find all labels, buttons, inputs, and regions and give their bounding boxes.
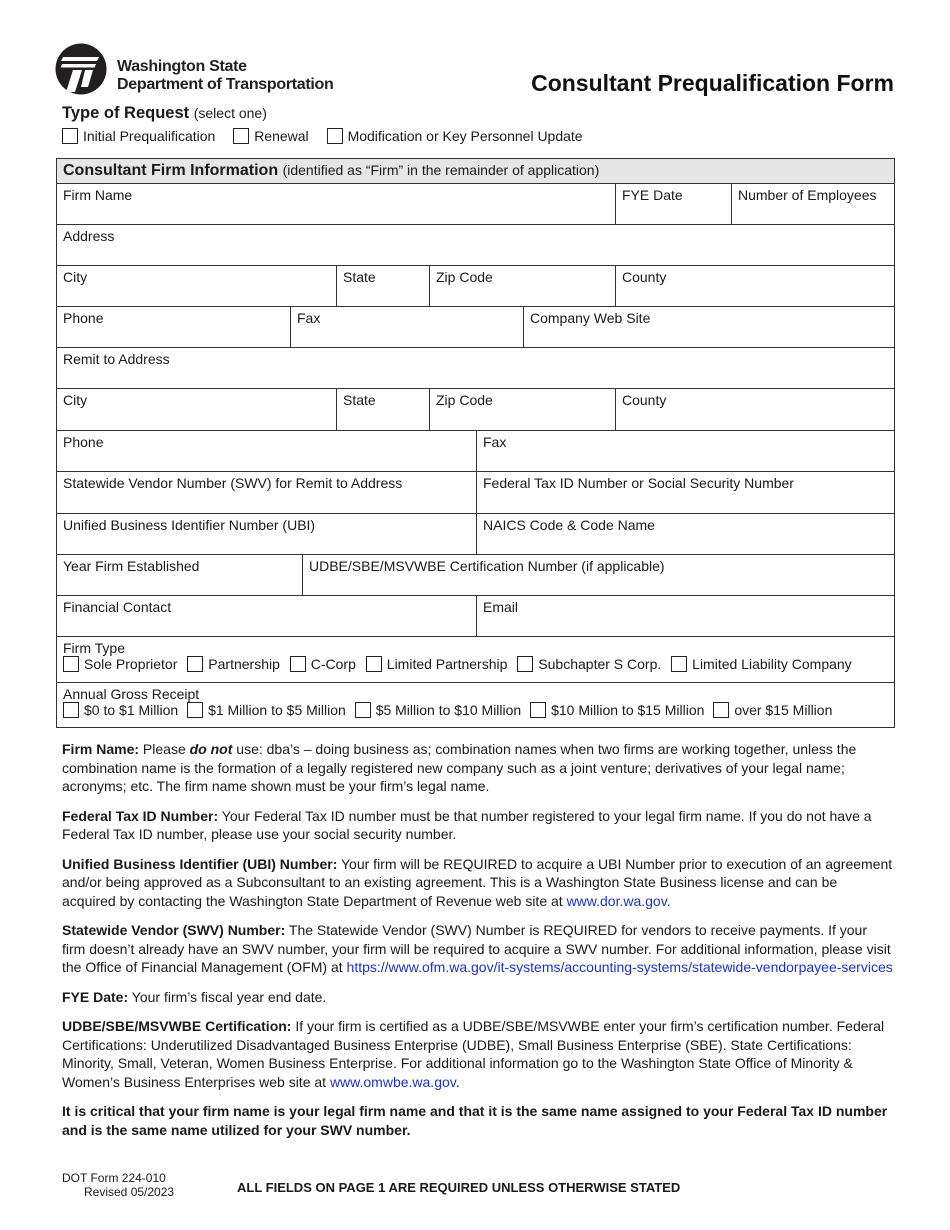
ubi-label: Unified Business Identifier Number (UBI) [63, 517, 316, 533]
website-field[interactable] [523, 307, 894, 347]
fye-date-field[interactable] [615, 184, 731, 224]
website-label: Company Web Site [530, 310, 651, 326]
row-phone [57, 307, 894, 348]
note-fye-label: FYE Date: [62, 988, 129, 1005]
partnership-label: Partnership [208, 656, 280, 672]
note-critical-text: It is critical that your firm name is your legal firm name and that it is the same name assigned to your Federal Tax ID number and is the same name utilized for your SWV number. [62, 1103, 888, 1138]
agency-name-line1: Washington State [117, 58, 247, 75]
row-remit-city [57, 389, 894, 431]
firm-type-label: Firm Type [63, 640, 125, 656]
state-label: State [343, 269, 376, 285]
remit-county-field[interactable] [615, 389, 894, 430]
note-fed-tax-label: Federal Tax ID Number: [62, 807, 219, 824]
c-corp-checkbox[interactable] [290, 656, 306, 672]
partnership-checkbox[interactable] [187, 656, 203, 672]
request-type-hint: (select one) [193, 105, 267, 121]
renewal-checkbox[interactable] [233, 128, 249, 144]
request-type-heading: Type of Request [62, 104, 190, 122]
subchapter-s-corp-label: Subchapter S Corp. [538, 656, 662, 672]
note-udbe-label: UDBE/SBE/MSVWBE Certification: [62, 1018, 292, 1034]
request-type-options [62, 128, 597, 144]
note-fed-tax-text: Your Federal Tax ID number must be that number registered to your legal firm name. If you do not have a Federal Tax ID number, please use your social security number. [62, 807, 872, 842]
note-firm-name-label: Firm Name: [62, 741, 140, 757]
num-employees-label: Number of Employees [738, 187, 877, 203]
city-label: City [63, 269, 88, 285]
note-firm-name [62, 740, 894, 796]
city-field[interactable] [57, 266, 336, 306]
note-udbe: UDBE/SBE/MSVWBE Certification: If your firm is certified as a UDBE/SBE/MSVWBE enter your firm’s certification number. Federal Certifications: Underutilized Disadvantaged Business Enterprise (UDBE), Small Business Enterprise (SBE). State Certifications: Minority, Small, Veteran, Women Business Enterprise. For additional information go to the Washington State Office of Minority & Women’s Business Enterprises web site at www.omwbe.wa.gov. [62, 1018, 885, 1090]
note-critical [62, 1102, 894, 1139]
dor-link[interactable]: www.dor.wa.gov [566, 892, 667, 909]
naics-label: NAICS Code & Code Name [483, 517, 655, 533]
modification-checkbox[interactable] [327, 128, 343, 144]
note-ubi-text: Your firm will be REQUIRED to acquire a UBI Number prior to execution of an agreement and/or being approved as a Subconsultant to an existing agreement. This is a Washington State Business license and can be acquired by contacting the Washington State Department of Revenue web site at [62, 855, 893, 909]
row-city [57, 266, 894, 307]
remit-address-field[interactable] [57, 348, 894, 388]
firm-name-field[interactable] [57, 184, 615, 224]
firm-type-options [63, 656, 888, 672]
year-established-label: Year Firm Established [63, 558, 200, 574]
note-fye-text: Your firm’s fiscal year end date. [131, 988, 327, 1005]
fax-label: Fax [297, 310, 321, 326]
remit-zip-field[interactable] [429, 389, 615, 430]
zip-field[interactable] [429, 266, 615, 306]
llc-checkbox[interactable] [671, 656, 687, 672]
limited-partnership-checkbox[interactable] [366, 656, 382, 672]
gross-receipt-label: Annual Gross Receipt [63, 686, 200, 702]
ofm-link[interactable]: https://www.ofm.wa.gov/it-systems/accounting-systems/statewide-vendorpayee-services [346, 959, 893, 975]
gross-receipt-field [57, 683, 894, 727]
initial-prequalification-label: Initial Prequalification [83, 128, 216, 144]
llc-label: Limited Liability Company [692, 656, 852, 672]
naics-field[interactable] [476, 514, 894, 554]
sole-proprietor-checkbox[interactable] [63, 656, 79, 672]
agency-name-line2: Department of Transportation [117, 76, 334, 93]
remit-city-label: City [63, 392, 88, 408]
firm-info-header [57, 159, 894, 184]
firm-info-note: (identified as “Firm” in the remainder of application) [282, 162, 600, 178]
receipt-over-15m-checkbox[interactable] [713, 702, 729, 718]
row-established [57, 555, 894, 596]
receipt-over-15m-label: over $15 Million [734, 702, 833, 718]
receipt-10-15m-checkbox[interactable] [530, 702, 546, 718]
receipt-0-1m-checkbox[interactable] [63, 702, 79, 718]
remit-city-field[interactable] [57, 389, 336, 430]
phone-label: Phone [63, 310, 104, 326]
swv-remit-field[interactable] [57, 472, 476, 513]
udbe-cert-label: UDBE/SBE/MSVWBE Certification Number (if applicable) [309, 558, 665, 574]
email-label: Email [483, 599, 519, 615]
form-number [62, 1171, 174, 1199]
revised-date: Revised 05/2023 [84, 1185, 175, 1199]
sole-proprietor-label: Sole Proprietor [84, 656, 178, 672]
form-number-text: DOT Form 224-010 [62, 1171, 166, 1185]
initial-prequalification-checkbox[interactable] [62, 128, 78, 144]
row-firm-name [57, 184, 894, 225]
financial-contact-label: Financial Contact [63, 599, 172, 615]
phone-field[interactable] [57, 307, 290, 347]
receipt-5-10m-label: $5 Million to $10 Million [375, 702, 522, 718]
firm-type-field [57, 637, 894, 682]
row-financial-contact [57, 596, 894, 637]
limited-partnership-label: Limited Partnership [386, 656, 508, 672]
row-address [57, 225, 894, 266]
firm-information-table [56, 158, 895, 728]
modification-label: Modification or Key Personnel Update [347, 128, 583, 144]
state-field[interactable] [336, 266, 429, 306]
row-ubi [57, 514, 894, 555]
financial-contact-field[interactable] [57, 596, 476, 636]
request-type-title [62, 104, 267, 123]
remit-phone-label: Phone [63, 434, 104, 450]
remit-phone-field[interactable] [57, 431, 476, 471]
renewal-label: Renewal [254, 128, 309, 144]
receipt-5-10m-checkbox[interactable] [355, 702, 371, 718]
remit-state-field[interactable] [336, 389, 429, 430]
note-udbe-text: If your firm is certified as a UDBE/SBE/MSVWBE enter your firm’s certification number. Federal Certifications: Underutilized Disadvantaged Business Enterprise (UDBE), Small Business Enterprise (SBE). State Certifications: Minority, Small, Veteran, Women Business Enterprise. For additional information go to the Washington State Office of Minority & Women’s Business Enterprises web site at [62, 1018, 885, 1090]
note-swv-label: Statewide Vendor (SWV) Number: [62, 922, 286, 938]
note-fye [62, 988, 894, 1007]
subchapter-s-corp-checkbox[interactable] [517, 656, 533, 672]
address-label: Address [63, 228, 115, 244]
instructions [62, 740, 894, 1150]
address-field[interactable] [57, 225, 894, 265]
note-ubi-label: Unified Business Identifier (UBI) Number: [62, 855, 338, 872]
note-firm-name-text: use: dba’s – doing business as; combination names when two firms are working together, unless the combination name is the formation of a legally registered new company such as a joint venture; derivatives of your legal name; acronyms; etc. The firm name shown must be your firm’s legal name. [62, 741, 857, 794]
row-firm-type [57, 637, 894, 683]
receipt-1-5m-checkbox[interactable] [187, 702, 203, 718]
num-employees-field[interactable] [731, 184, 894, 224]
ubi-field[interactable] [57, 514, 476, 554]
form-title: Consultant Prequalification Form [531, 70, 894, 96]
receipt-1-5m-label: $1 Million to $5 Million [208, 702, 346, 718]
udbe-cert-field[interactable] [302, 555, 894, 595]
year-established-field[interactable] [57, 555, 302, 595]
c-corp-label: C-Corp [310, 656, 356, 672]
firm-info-title: Consultant Firm Information [63, 162, 279, 179]
note-swv-text: The Statewide Vendor (SWV) Number is REQUIRED for vendors to receive payments. If your firm doesn’t already have an SWV number, your firm will be required to acquire a SWV number. For additional information, please visit the Office of Financial Management (OFM) at [62, 922, 891, 975]
note-swv [62, 921, 894, 977]
remit-fax-field[interactable] [476, 431, 894, 471]
fye-date-label: FYE Date [622, 187, 683, 203]
county-field[interactable] [615, 266, 894, 306]
fax-field[interactable] [290, 307, 523, 347]
email-field[interactable] [476, 596, 894, 636]
remit-state-label: State [343, 392, 376, 408]
wsdot-logo [55, 43, 107, 95]
remit-county-label: County [622, 392, 667, 408]
omwbe-link[interactable]: www.omwbe.wa.gov [329, 1073, 456, 1090]
note-fed-tax [62, 807, 894, 844]
remit-address-label: Remit to Address [63, 351, 170, 367]
receipt-10-15m-label: $10 Million to $15 Million [551, 702, 705, 718]
swv-remit-label: Statewide Vendor Number (SWV) for Remit to Address [63, 475, 403, 491]
fed-tax-id-label: Federal Tax ID Number or Social Security Number [483, 475, 794, 491]
required-fields-note: ALL FIELDS ON PAGE 1 ARE REQUIRED UNLESS OTHERWISE STATED [237, 1180, 681, 1195]
zip-label: Zip Code [436, 269, 493, 285]
note-firm-name-pre: Please [142, 741, 186, 757]
remit-fax-label: Fax [483, 434, 507, 450]
note-ubi: Unified Business Identifier (UBI) Number: Your firm will be REQUIRED to acquire a UBI Number prior to execution of an agreement and/or being approved as a Subconsultant to an existing agreement. This is a Washington State Business license and can be acquired by contacting the Washington State Department of Revenue web site at www.dor.wa.gov. [62, 855, 893, 909]
row-remit-address [57, 348, 894, 389]
row-gross-receipt [57, 683, 894, 727]
row-remit-phone [57, 431, 894, 472]
gross-receipt-options [63, 702, 888, 718]
county-label: County [622, 269, 667, 285]
remit-zip-label: Zip Code [436, 392, 493, 408]
note-firm-name-emphasis: do not [189, 741, 233, 757]
fed-tax-id-field[interactable] [476, 472, 894, 513]
firm-name-label: Firm Name [63, 187, 133, 203]
row-swv [57, 472, 894, 514]
receipt-0-1m-label: $0 to $1 Million [84, 702, 179, 718]
